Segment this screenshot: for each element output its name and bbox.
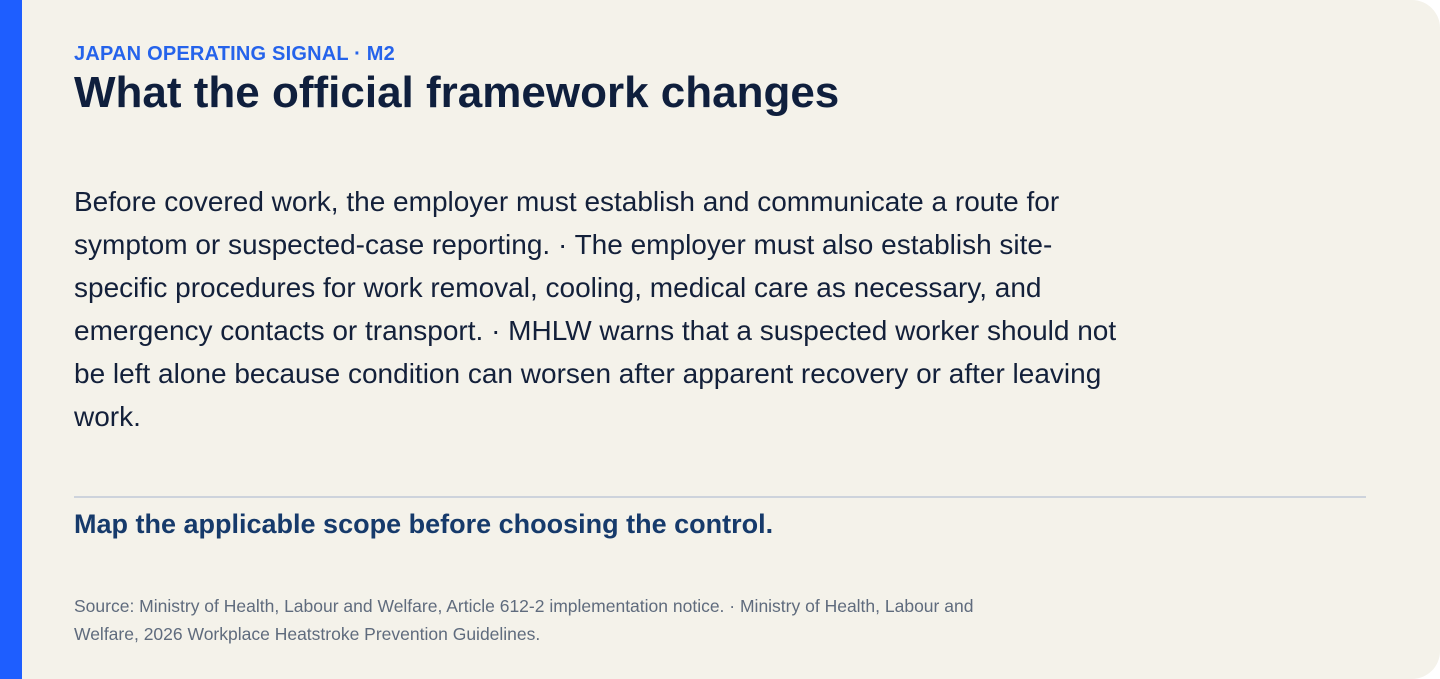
- body-text: Before covered work, the employer must establish and communicate a route for symptom or suspected-case reporting. · The employer must also establish site-specific procedures for work removal, cooling, medical care as necessary, and emergency contacts or transport. · MHLW warns that a suspected worker should not be left alone because condition can worsen after apparent recovery or after leaving work.: [74, 186, 1117, 432]
- source-note: Source: Ministry of Health, Labour and Welfare, Article 612-2 implementation notice. · Ministry of Health, Labour and Welfare, 2026 Workplace Heatstroke Prevention Guidelines.: [74, 596, 974, 644]
- card-title: What the official framework changes: [74, 68, 840, 117]
- accent-bar: [0, 0, 22, 679]
- eyebrow-label: JAPAN OPERATING SIGNAL · M2: [74, 43, 395, 65]
- callout-text: Map the applicable scope before choosing the control.: [74, 509, 774, 539]
- divider: [74, 496, 1366, 498]
